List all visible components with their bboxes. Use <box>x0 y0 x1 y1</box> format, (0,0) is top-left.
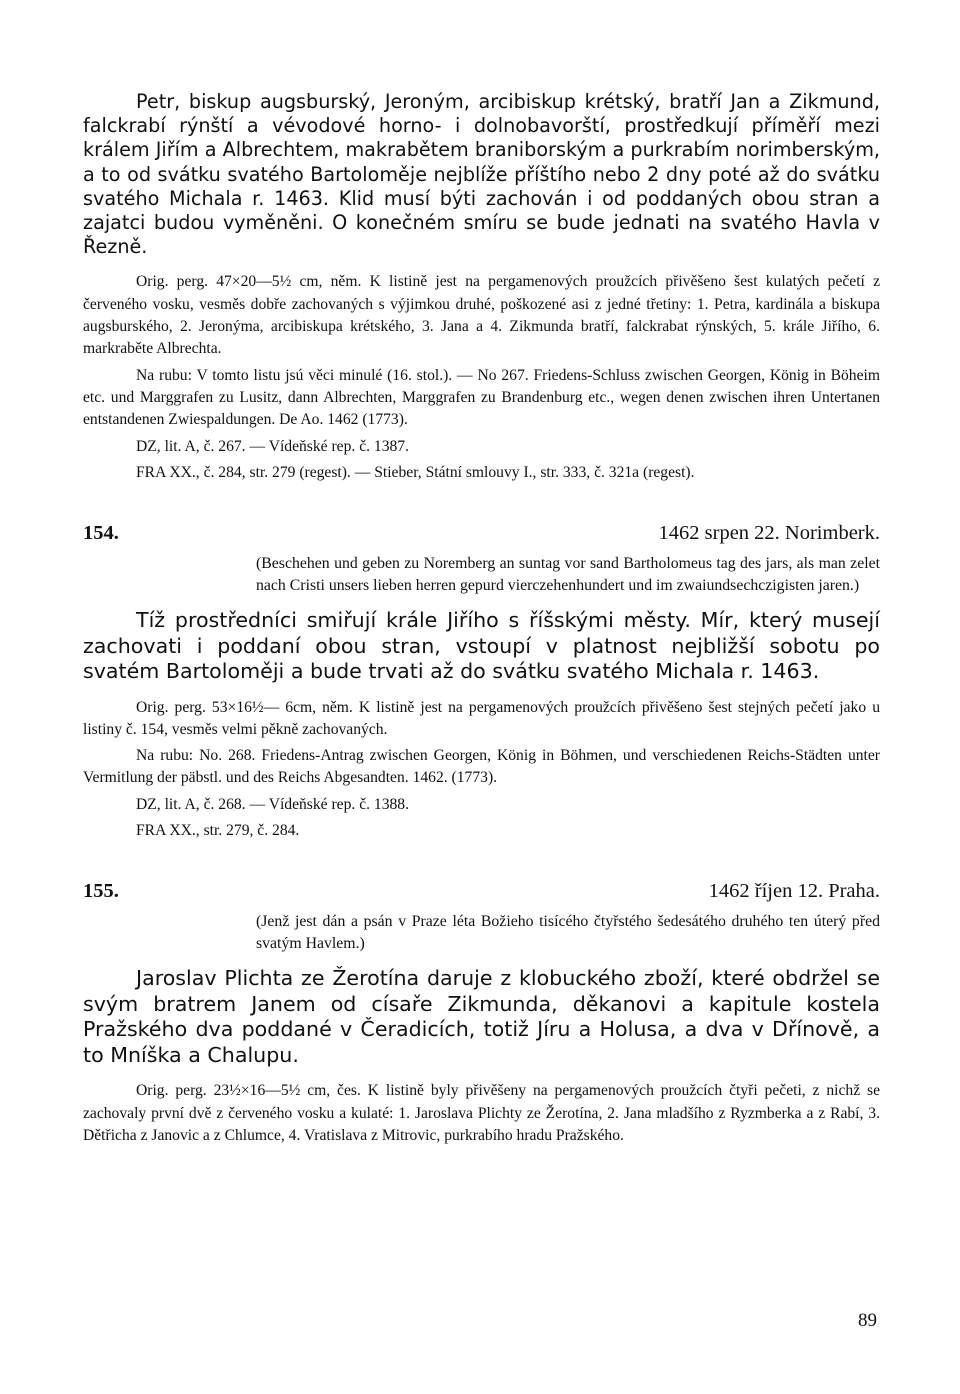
page-content <box>83 90 880 1147</box>
summary-paragraph-154: Tíž prostředníci smiřují krále Jiřího s říšskými městy. Mír, který musejí zachovati i poddaní obou stran, vstoupí v platnost nejbližší sobotu po svatém Bartoloměji a bude trvati až do svátku svatého Michala r. 1463. <box>83 608 880 684</box>
entry-date: 1462 srpen 22. Norimberk. <box>658 522 880 545</box>
note-orig-155: Orig. perg. 23½×16—5½ cm, čes. K listině byly přivěšeny na pergamenových proužcích čtyři pečeti, z nichž se zachovaly první dvě z červeného vosku a kulaté: 1. Jaroslava Plichty ze Žerotína, 2. Jana mladšího z Ryzmberka a z Rabí, 3. Dětřicha z Janovic a z Chlumce, 4. Vratislava z Mitrovic, purkrabího hradu Pražského. <box>83 1082 880 1144</box>
entry-date: 1462 říjen 12. Praha. <box>708 880 880 903</box>
note-rubu-154: Na rubu: No. 268. Friedens-Antrag zwischen Georgen, König in Böhmen, und verschiedenen Reichs-Städten unter Vermitlung der päbstl. und des Reichs Abgesandten. 1462. (1773). <box>83 747 880 787</box>
summary-paragraph-153: Petr, biskup augsburský, Jeroným, arcibiskup krétský, bratří Jan a Zikmund, falckrabí rýnští a vévodové horno- i dolnobavorští, prostředkují příměří mezi králem Jiřím a Albrechtem, makrabětem braniborským a purkrabím norimberským, a to od svátku svatého Bartoloměje nejblíže příštího nebo 2 dny poté až do svátku svatého Michala r. 1463. Klid musí býti zachován i od poddaných obou stran a zajatci budou vyměněni. O konečném smíru se bude jednati na svatého Havla v Řezně. <box>83 90 880 259</box>
entry-heading-155 <box>83 880 880 903</box>
summary-paragraph-155: Jaroslav Plichta ze Žerotína daruje z klobuckého zboží, které obdržel se svým bratrem Janem od císaře Zikmunda, děkanovi a kapitule kostela Pražského dva poddané v Čeradicích, totiž Jíru a Holusa, a dva v Dřínově, a to Mníška a Chalupu. <box>83 966 880 1067</box>
note-rubu-153: Na rubu: V tomto listu jsú věci minulé (16. stol.). — No 267. Friedens-Schluss zwischen Georgen, König in Böheim etc. und Marggrafen zu Lusitz, dann Albrechten, Marggrafen zu Brandenburg etc., wegen denen zwischen ihren Untertanen entstandenen Zwiespaldungen. De Ao. 1462 (1773). <box>83 366 880 429</box>
note-fra-153: FRA XX., č. 284, str. 279 (regest). — Stieber, Státní smlouvy I., str. 333, č. 321a (regest). <box>136 463 695 481</box>
entry-number: 154. <box>83 522 119 545</box>
note-orig-153: Orig. perg. 47×20—5½ cm, něm. K listině jest na pergamenových proužcích přivěšeno šest kulatých pečetí z červeného vosku, vesměs dobře zachovaných s výjimkou druhé, poškozené asi z jedné třetiny: 1. Petra, kardinála a biskupa augsburského, 2. Jeronýma, arcibiskupa krétského, 3. Jana a 4. Zikmunda bratří, falckrabat rýnských, 5. krále Jiřího, 6. markraběte Albrechta. <box>83 273 880 358</box>
note-dz-154: DZ, lit. A, č. 268. — Vídeňské rep. č. 1388. <box>136 795 409 813</box>
entry-quote-154: (Beschehen und geben zu Noremberg an suntag vor sand Bartholomeus tag des jars, als man zelet nach Cristi unsers lieben herren gepurd vierczehenhundert und im zwaiundsechczigisten jaren.) <box>256 555 880 594</box>
page-number: 89 <box>858 1310 877 1331</box>
note-fra-154: FRA XX., str. 279, č. 284. <box>136 822 300 840</box>
entry-number: 155. <box>83 880 119 903</box>
entry-quote-155: (Jenž jest dán a psán v Praze léta Božieho tisícého čtyřstého šedesátého druhého ten úterý před svatým Havlem.) <box>256 913 880 952</box>
note-dz-153: DZ, lit. A, č. 267. — Vídeňské rep. č. 1387. <box>136 437 409 455</box>
entry-heading-154 <box>83 522 880 545</box>
note-orig-154: Orig. perg. 53×16½— 6cm, něm. K listině jest na pergamenových proužcích přivěšeno šest stejných pečetí jako u listiny č. 154, vesměs velmi pěkně zachovaných. <box>83 698 880 738</box>
